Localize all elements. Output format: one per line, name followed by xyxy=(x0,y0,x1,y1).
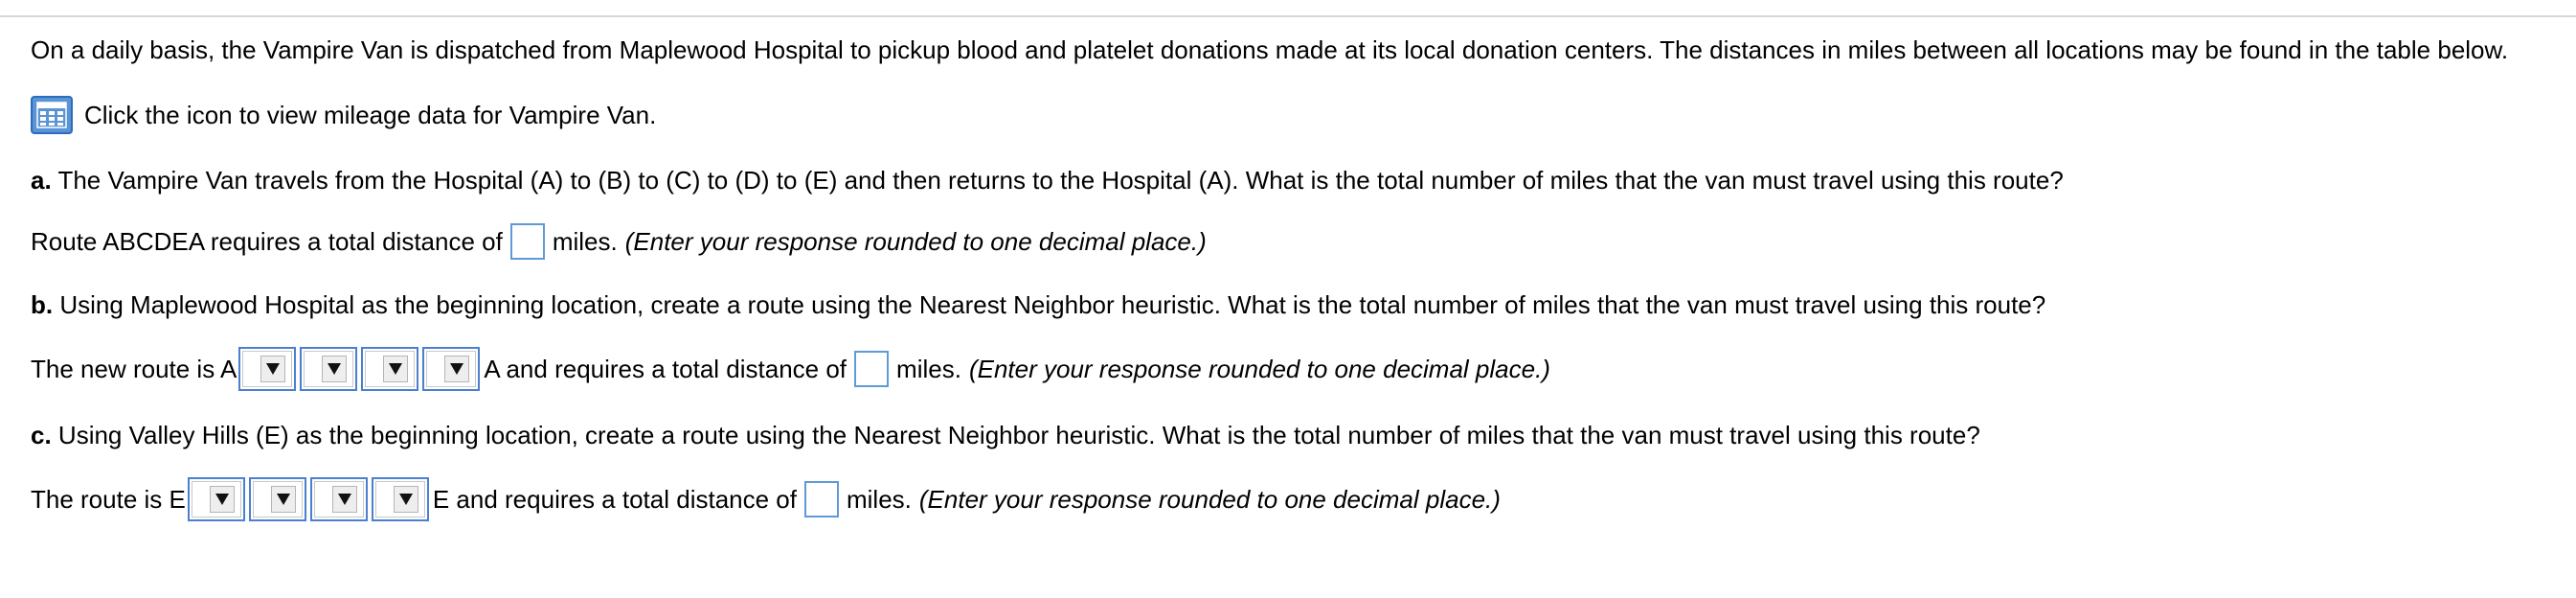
part-b-answer-row xyxy=(31,350,1550,388)
part-a-question xyxy=(31,161,2064,199)
part-a-question-text: The Vampire Van travels from the Hospital (A) to (B) to (C) to (D) to (E) and then returns to the Hospital (A). What is the total number of miles that the van must travel using this route? xyxy=(51,166,2064,195)
part-c-route-suffix: E and requires a total distance of xyxy=(432,485,797,514)
part-b-route-prefix: The new route is A xyxy=(31,355,237,383)
part-c-dropdown-4[interactable] xyxy=(372,477,429,521)
part-b-dropdown-2[interactable] xyxy=(300,347,357,391)
part-b-question xyxy=(31,286,2045,324)
part-c-dropdown-3[interactable] xyxy=(310,477,368,521)
part-b-answer-units: miles. xyxy=(896,355,961,383)
dropdown-arrow-icon xyxy=(271,486,296,513)
part-c-question-text: Using Valley Hills (E) as the beginning location, create a route using the Nearest Neighbor heuristic. What is the total number of miles that the van must travel using this route? xyxy=(51,421,1980,449)
dropdown-arrow-icon xyxy=(394,486,418,513)
part-a-answer-prefix: Route ABCDEA requires a total distance of xyxy=(31,227,503,256)
intro-paragraph: On a daily basis, the Vampire Van is dispatched from Maplewood Hospital to pickup blood and platelet donations made at its local donation centers. The distances in miles between all locations may be found in the table below. xyxy=(31,35,2509,64)
part-b-route-suffix: A and requires a total distance of xyxy=(484,355,847,383)
dropdown-arrow-icon xyxy=(383,356,408,382)
part-b-dropdown-4[interactable] xyxy=(422,347,480,391)
dropdown-arrow-icon xyxy=(260,356,285,382)
part-a-answer-units: miles. xyxy=(552,227,618,256)
part-b-answer-input[interactable] xyxy=(854,351,889,387)
part-a-label: a. xyxy=(31,166,52,195)
part-b-note: (Enter your response rounded to one decimal place.) xyxy=(968,355,1550,383)
dropdown-arrow-icon xyxy=(444,356,469,382)
part-a-note: (Enter your response rounded to one decimal place.) xyxy=(624,227,1207,256)
dropdown-arrow-icon xyxy=(332,486,357,513)
dropdown-arrow-icon xyxy=(322,356,347,382)
part-a-answer-row xyxy=(31,222,1207,261)
part-b-dropdown-3[interactable] xyxy=(361,347,418,391)
data-link-text: Click the icon to view mileage data for Vampire Van. xyxy=(84,101,657,129)
part-b-question-text: Using Maplewood Hospital as the beginning location, create a route using the Nearest Neighbor heuristic. What is the total number of miles that the van must travel using this route? xyxy=(53,290,2046,319)
table-grid-icon[interactable] xyxy=(31,96,73,134)
part-c-dropdown-1[interactable] xyxy=(188,477,245,521)
part-c-route-prefix: The route is E xyxy=(31,485,186,514)
intro-text xyxy=(31,31,2508,69)
part-c-label: c. xyxy=(31,421,52,449)
part-c-note: (Enter your response rounded to one decimal place.) xyxy=(918,485,1501,514)
data-link-row xyxy=(31,96,656,134)
part-a-answer-input[interactable] xyxy=(510,223,545,260)
dropdown-arrow-icon xyxy=(210,486,235,513)
part-b-label: b. xyxy=(31,290,54,319)
part-c-question xyxy=(31,416,1980,454)
part-c-answer-row xyxy=(31,480,1501,518)
top-divider xyxy=(0,15,2576,17)
part-b-dropdown-1[interactable] xyxy=(238,347,296,391)
part-c-answer-units: miles. xyxy=(846,485,912,514)
part-c-dropdown-2[interactable] xyxy=(249,477,306,521)
part-c-answer-input[interactable] xyxy=(804,481,839,518)
